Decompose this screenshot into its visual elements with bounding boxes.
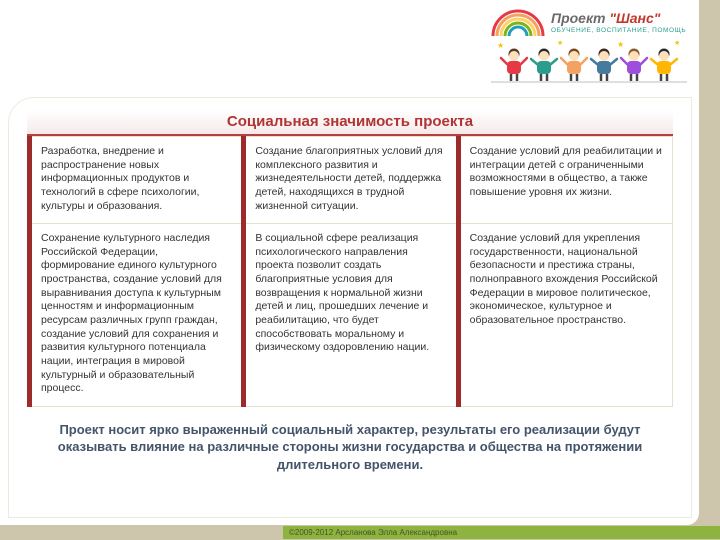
svg-text:★: ★ bbox=[557, 40, 564, 47]
page-title: Социальная значимость проекта bbox=[27, 110, 673, 136]
logo-title-part1: Проект bbox=[551, 10, 606, 26]
table-cell: Сохранение культурного наследия Российской Федерации, формирование единого культурного пространства, создание условий для выравнивания доступа к культурным ценностям и информационным ресурсам различных групп граждан, создание условий для сохранения и развития культурного потенциала нации, интеграция в мировой культурный и образовательный процесс. bbox=[30, 224, 244, 407]
logo-words bbox=[551, 10, 686, 36]
table-cell: Создание условий для укрепления государственности, национальной безопасности и престижа страны, полноправного вхождения Российской Федерации в мировое политическое, экономическое, культурное и образовательное пространство. bbox=[458, 224, 672, 407]
logo-title-part2: "Шанс" bbox=[609, 10, 661, 26]
table-cell: В социальной сфере реализация психологического направления проекта позволит создать благоприятные условия для возвращения к нормальной жизни детей и лиц, прошедших лечение и реабилитацию, что будет способствовать моральному и физическому оздоровлению нации. bbox=[244, 224, 458, 407]
copyright-text: ©2009-2012 Арсланова Элла Александровна bbox=[289, 528, 458, 537]
logo bbox=[489, 6, 694, 94]
table-cell: Разработка, внедрение и распространение новых информационных продуктов и технологий в сфере психологии, культуры и образования. bbox=[30, 137, 244, 224]
significance-table bbox=[27, 136, 673, 407]
logo-title bbox=[551, 10, 686, 26]
content-panel bbox=[8, 97, 692, 518]
table-cell: Создание благоприятных условий для комплексного развития и жизнедеятельности детей, поддержка детей, находящихся в трудной жизненной ситуации. bbox=[244, 137, 458, 224]
logo-subtitle: ОБУЧЕНИЕ, ВОСПИТАНИЕ, ПОМОЩЬ bbox=[551, 27, 687, 34]
table-row bbox=[30, 224, 673, 407]
svg-text:★: ★ bbox=[674, 40, 681, 47]
table-row bbox=[30, 137, 673, 224]
footer-bar bbox=[283, 526, 720, 539]
rainbow-icon bbox=[489, 6, 547, 36]
svg-text:★: ★ bbox=[617, 40, 625, 49]
table-cell: Создание условий для реабилитации и интеграции детей с ограниченными возможностями в общество, а также повышение уровня их жизни. bbox=[458, 137, 672, 224]
children-illustration-icon bbox=[489, 36, 689, 86]
svg-text:★: ★ bbox=[497, 41, 505, 50]
conclusion-text: Проект носит ярко выраженный социальный характер, результаты его реализации будут оказывать влияние на различные стороны жизни государства и общества на протяжении длительного времени. bbox=[57, 421, 643, 472]
logo-top bbox=[489, 6, 694, 36]
